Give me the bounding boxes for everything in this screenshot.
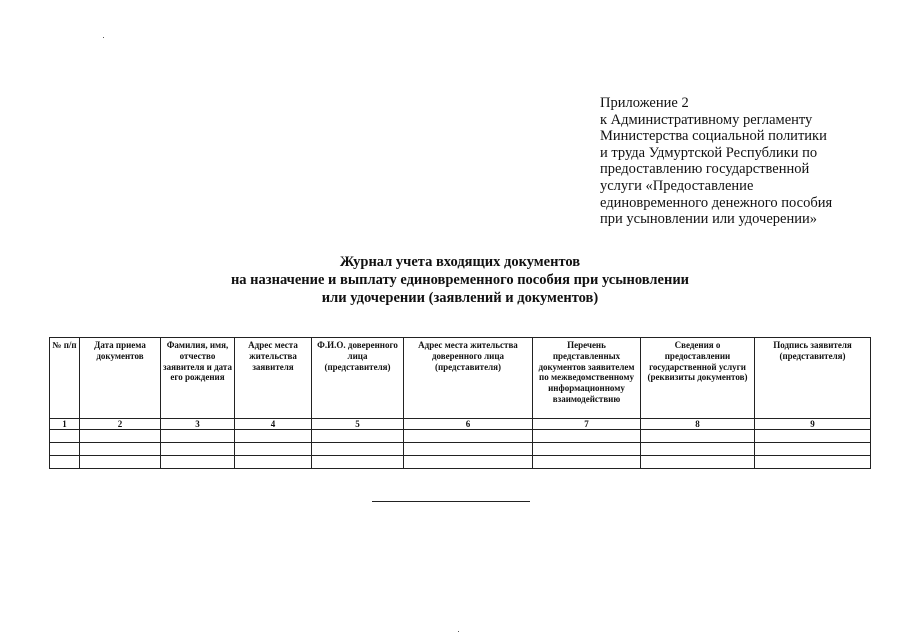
appendix-line: при усыновлении или удочерении» <box>600 211 817 228</box>
column-header: № п/п <box>50 338 80 419</box>
title-line: на назначение и выплату единовременного пособия при усыновлении <box>230 272 690 288</box>
column-number: 3 <box>161 419 235 430</box>
table-cell <box>533 430 641 443</box>
table-cell <box>161 456 235 469</box>
appendix-line: единовременного денежного пособия <box>600 194 833 211</box>
column-number: 1 <box>50 419 80 430</box>
scan-speck <box>458 631 459 632</box>
column-number: 4 <box>235 419 312 430</box>
table-cell <box>80 456 161 469</box>
table-cell <box>533 443 641 456</box>
journal-table <box>49 337 871 469</box>
column-header: Перечень представленных документов заявителем по межведомственному информационному взаимодействию <box>533 338 641 419</box>
title-line: или удочерении (заявлений и документов) <box>321 290 599 306</box>
column-header: Ф.И.О. доверенного лица (представителя) <box>312 338 404 419</box>
header-row <box>50 338 871 419</box>
column-number: 7 <box>533 419 641 430</box>
table-cell <box>161 430 235 443</box>
table-cell <box>533 456 641 469</box>
table-cell <box>312 430 404 443</box>
table-cell <box>80 430 161 443</box>
table-cell <box>755 443 871 456</box>
table-row <box>50 443 871 456</box>
table-cell <box>755 430 871 443</box>
table-cell <box>235 443 312 456</box>
title-line: Журнал учета входящих документов <box>339 254 581 270</box>
appendix-line: и труда Удмуртской Республики по <box>600 144 818 161</box>
table-cell <box>404 456 533 469</box>
scan-speck <box>103 37 104 38</box>
document-title <box>150 253 770 307</box>
table-cell <box>50 443 80 456</box>
table-cell <box>755 456 871 469</box>
column-header: Адрес места жительства заявителя <box>235 338 312 419</box>
column-number: 2 <box>80 419 161 430</box>
table-cell <box>235 430 312 443</box>
column-header: Адрес места жительства доверенного лица (представителя) <box>404 338 533 419</box>
column-number-row <box>50 419 871 430</box>
column-number: 6 <box>404 419 533 430</box>
table-cell <box>50 456 80 469</box>
table-cell <box>235 456 312 469</box>
appendix-line: Министерства социальной политики <box>600 128 827 145</box>
column-number: 9 <box>755 419 871 430</box>
table-cell <box>641 456 755 469</box>
table-row <box>50 430 871 443</box>
column-number: 5 <box>312 419 404 430</box>
table-cell <box>312 456 404 469</box>
table-cell <box>50 430 80 443</box>
column-header: Дата приема документов <box>80 338 161 419</box>
signature-divider <box>372 501 530 502</box>
table-row <box>50 456 871 469</box>
table-cell <box>641 430 755 443</box>
table-cell <box>80 443 161 456</box>
appendix-line: Приложение 2 <box>600 95 689 111</box>
column-number: 8 <box>641 419 755 430</box>
appendix-line: к Административному регламенту <box>600 111 813 128</box>
appendix-block <box>600 95 890 228</box>
table-cell <box>312 443 404 456</box>
table-cell <box>641 443 755 456</box>
table-cell <box>404 443 533 456</box>
table-cell <box>161 443 235 456</box>
appendix-line: услуги «Предоставление <box>600 177 754 194</box>
column-header: Сведения о предоставлении государственной услуги (реквизиты документов) <box>641 338 755 419</box>
table-cell <box>404 430 533 443</box>
column-header: Фамилия, имя, отчество заявителя и дата его рождения <box>161 338 235 419</box>
column-header: Подпись заявителя (представителя) <box>755 338 871 419</box>
appendix-line: предоставлению государственной <box>600 161 810 178</box>
